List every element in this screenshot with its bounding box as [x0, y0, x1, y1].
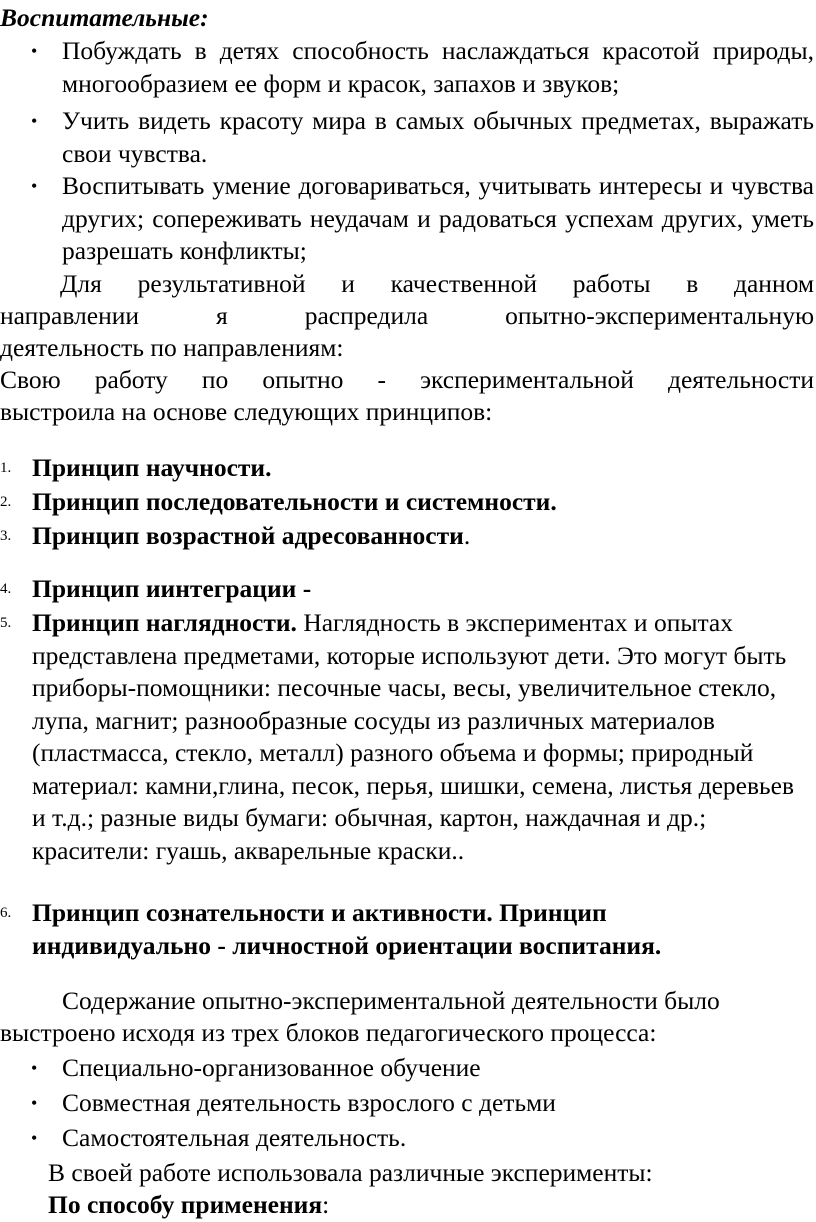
list-number: 6. — [0, 905, 12, 921]
goal-text: Учить видеть красоту мира в самых обычных предметах, выражать свои чувства. — [62, 106, 814, 168]
block-text: Совместная деятельность взрослого с детьми — [62, 1088, 556, 1117]
bullet-icon: • — [31, 41, 38, 61]
bullet-icon: • — [31, 111, 38, 131]
bullet-icon: • — [31, 1128, 38, 1148]
block-text: Самостоятельная деятельность. — [62, 1123, 407, 1152]
paragraph-line: направлении я распредила опытно-экспериментальную — [0, 301, 814, 330]
list-number: 1. — [0, 460, 12, 476]
principle-title: Принцип сознательности и активности. Принцип индивидуально - личностной ориентации воспитания. — [32, 898, 662, 960]
list-number: 3. — [0, 528, 12, 544]
bullet-icon: • — [31, 176, 38, 196]
principle-title: Принцип наглядности. — [32, 608, 297, 637]
bullet-icon: • — [31, 1058, 38, 1078]
block-item-3 — [31, 1122, 814, 1155]
goal-item-2 — [31, 105, 814, 170]
by-method-label: По способу применения — [48, 1190, 323, 1219]
paragraph-line: Свою работу по опытно - экспериментальной деятельности — [0, 365, 814, 394]
principle-text: Наглядность в экспериментах и опытах представлена предметами, которые используют дети. Это могут быть приборы-помощники: песочные часы, весы, увеличительное стекло, лупа, магнит; разнообразные сосуды из различных материалов (пластмасса, стекло, металл) разного объема и формы; природный материал: камни,глина, песок, перья, шишки, семена, листья деревьев и т.д.; разные виды бумаги: обычная, картон, наждачная и др.; красители: гуашь, акварельные краски.. — [32, 608, 794, 865]
paragraph-line: деятельность по направлениям: — [0, 333, 344, 362]
principle-title: Принцип последовательности и системности. — [32, 487, 557, 516]
block-item-2 — [31, 1087, 814, 1120]
principle-title: Принцип возрастной адресованности — [32, 521, 464, 550]
principle-title: Принцип иинтеграции - — [32, 574, 312, 603]
block-text: Специально-организованное обучение — [62, 1053, 481, 1082]
paragraph-line: Содержание опытно-экспериментальной деятельности было — [62, 986, 720, 1015]
principle-text: . — [463, 521, 471, 550]
paragraph-line: Для результативной и качественной работы в данном — [60, 269, 814, 298]
section-heading: Воспитательные: — [0, 3, 209, 32]
list-number: 4. — [0, 581, 12, 597]
block-item-1 — [31, 1052, 814, 1085]
list-number: 2. — [0, 494, 12, 510]
by-method-suffix: : — [322, 1190, 330, 1219]
paragraph-line: В своей работе использовала различные эксперименты: — [48, 1158, 653, 1187]
bullet-icon: • — [31, 1093, 38, 1113]
goal-item-3 — [31, 170, 814, 268]
paragraph-line: выстроено исходя из трех блоков педагогического процесса: — [0, 1018, 657, 1047]
goal-text: Побуждать в детях способность наслаждаться красотой природы, многообразием ее форм и красок, запахов и звуков; — [62, 36, 814, 98]
goal-item-1 — [31, 35, 814, 100]
principle-title: Принцип научности. — [32, 453, 272, 482]
by-method-line — [48, 1189, 814, 1222]
goal-text: Воспитывать умение договариваться, учитывать интересы и чувства других; сопереживать неудачам и радоваться успехам других, уметь разрешать конфликты; — [62, 171, 814, 265]
paragraph-line: выстроила на основе следующих принципов: — [0, 397, 493, 426]
list-number: 5. — [0, 615, 12, 631]
